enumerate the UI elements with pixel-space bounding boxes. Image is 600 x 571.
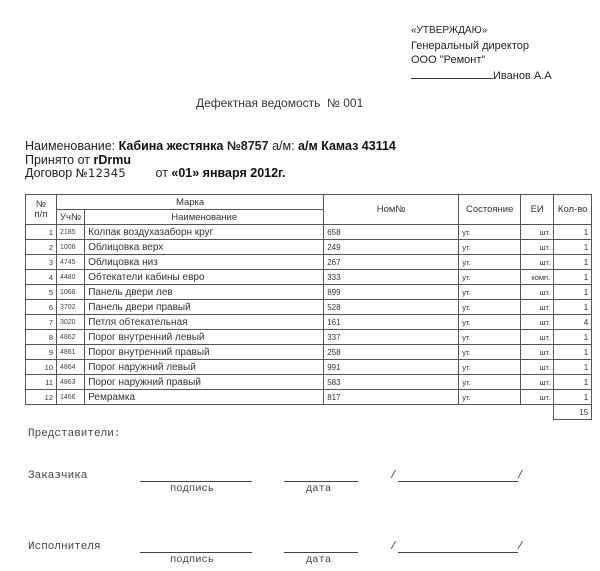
cell-name: Порог наружний правый (85, 375, 324, 390)
header-name: Наименование (85, 210, 324, 225)
total-spacer (26, 405, 554, 420)
signature-underline (411, 68, 493, 79)
cell-code: 4864 (57, 360, 85, 375)
cell-code: 4862 (57, 330, 85, 345)
name-value: Кабина жестянка (118, 139, 224, 153)
cell-state: ут. (459, 360, 521, 375)
header-code: Уч№ (57, 210, 85, 225)
cell-state: ут. (459, 225, 521, 240)
cell-code: 4863 (57, 375, 85, 390)
cell-state: ут. (459, 300, 521, 315)
table-row (26, 300, 592, 315)
cell-name: Порог наружний левый (85, 360, 324, 375)
table-row (26, 390, 592, 405)
cell-n: 7 (26, 315, 57, 330)
cell-qty: 1 (554, 345, 592, 360)
date-prefix: от (155, 166, 168, 180)
cell-nom: 528 (324, 300, 459, 315)
cell-unit: шт. (521, 285, 554, 300)
document-title (196, 96, 363, 110)
defects-table (25, 194, 592, 420)
contractor-label: Исполнителя (28, 541, 101, 553)
cell-code: 4745 (57, 255, 85, 270)
contractor-name-line[interactable] (398, 551, 518, 553)
name-number: №8757 (226, 139, 269, 153)
cell-unit: шт. (521, 360, 554, 375)
cell-nom: 658 (324, 225, 459, 240)
document-meta (25, 140, 396, 181)
cell-name: Колпак воздухазаборн круг (85, 225, 324, 240)
customer-slash-right: / (517, 470, 524, 482)
cell-nom: 899 (324, 285, 459, 300)
cell-code: 2185 (57, 225, 85, 240)
cell-unit: шт. (521, 375, 554, 390)
cell-unit: шт. (521, 300, 554, 315)
cell-unit: шт. (521, 330, 554, 345)
header-unit: ЕИ (521, 195, 554, 225)
received-label: Принято от (25, 152, 91, 167)
contractor-signature-row (28, 541, 588, 571)
cell-name: Обтекатели кабины евро (85, 270, 324, 285)
cell-name: Панель двери правый (85, 300, 324, 315)
cell-qty: 1 (554, 270, 592, 285)
cell-code: 1466 (57, 390, 85, 405)
cell-name: Порог внутренний левый (85, 330, 324, 345)
cell-qty: 4 (554, 315, 592, 330)
cell-unit: шт. (521, 255, 554, 270)
meta-name-line (25, 140, 396, 154)
contract-label: Договор (25, 166, 73, 180)
cell-code: 1068 (57, 285, 85, 300)
approval-company: ООО "Ремонт" (411, 54, 486, 66)
cell-nom: 583 (324, 375, 459, 390)
header-mark: Марка (57, 195, 324, 210)
cell-code: 1006 (57, 240, 85, 255)
table-row (26, 240, 592, 255)
header-state: Состояние (459, 195, 521, 225)
cell-code: 4480 (57, 270, 85, 285)
cell-unit: комп. (521, 270, 554, 285)
cell-unit: шт. (521, 390, 554, 405)
cell-nom: 817 (324, 390, 459, 405)
cell-unit: шт. (521, 225, 554, 240)
cell-name: Панель двери лев (85, 285, 324, 300)
cell-n: 3 (26, 255, 57, 270)
cell-code: 3702 (57, 300, 85, 315)
contractor-date-line[interactable] (284, 551, 358, 553)
cell-n: 1 (26, 225, 57, 240)
document-number: № 001 (327, 96, 364, 110)
cell-nom: 161 (324, 315, 459, 330)
cell-code: 3020 (57, 315, 85, 330)
header-nn-line1: № (35, 198, 47, 210)
contractor-date-caption: дата (306, 554, 332, 566)
representatives-heading: Представители: (28, 428, 121, 440)
cell-qty: 1 (554, 285, 592, 300)
cell-unit: шт. (521, 315, 554, 330)
table-row (26, 345, 592, 360)
header-qty: Кол-во (554, 195, 592, 225)
cell-n: 4 (26, 270, 57, 285)
cell-qty: 1 (554, 360, 592, 375)
cell-state: ут. (459, 255, 521, 270)
cell-nom: 991 (324, 360, 459, 375)
cell-n: 6 (26, 300, 57, 315)
customer-label: Заказчика (28, 470, 88, 482)
cell-nom: 333 (324, 270, 459, 285)
contractor-slash-right: / (517, 541, 524, 553)
cell-state: ут. (459, 390, 521, 405)
date-value: «01» января 2012г. (171, 166, 286, 180)
cell-unit: шт. (521, 345, 554, 360)
contract-date (156, 167, 286, 181)
cell-name: Порог внутренний правый (85, 345, 324, 360)
contractor-slash-left: / (390, 541, 397, 553)
meta-contract-line (25, 167, 396, 181)
cell-qty: 1 (554, 300, 592, 315)
cell-n: 2 (26, 240, 57, 255)
cell-state: ут. (459, 375, 521, 390)
cell-qty: 1 (554, 330, 592, 345)
table-total-row (26, 405, 592, 420)
cell-n: 10 (26, 360, 57, 375)
table-row (26, 225, 592, 240)
table-row (26, 285, 592, 300)
contractor-signature-line[interactable] (140, 551, 252, 553)
table-row (26, 330, 592, 345)
cell-state: ут. (459, 345, 521, 360)
cell-n: 5 (26, 285, 57, 300)
cell-qty: 1 (554, 240, 592, 255)
cell-nom: 267 (324, 255, 459, 270)
table-row (26, 375, 592, 390)
cell-state: ут. (459, 270, 521, 285)
approval-block (411, 24, 552, 83)
cell-nom: 337 (324, 330, 459, 345)
approval-stamp: «УТВЕРЖДАЮ» (411, 25, 488, 36)
table-row (26, 270, 592, 285)
customer-name-line[interactable] (398, 480, 518, 482)
cell-qty: 1 (554, 390, 592, 405)
cell-qty: 1 (554, 225, 592, 240)
cell-name: Облицовка верх (85, 240, 324, 255)
header-nn (26, 195, 57, 225)
customer-slash-left: / (390, 470, 397, 482)
contractor-signature-caption: подпись (170, 554, 215, 566)
vehicle-value: а/м Камаз 43114 (298, 139, 396, 153)
cell-n: 12 (26, 390, 57, 405)
approval-position: Генеральный директор (411, 39, 529, 52)
cell-state: ут. (459, 285, 521, 300)
customer-date-line[interactable] (284, 480, 358, 482)
vehicle-label: а/м: (272, 139, 295, 153)
customer-signature-caption: подпись (170, 483, 215, 495)
contract-number: №12345 (75, 166, 127, 180)
cell-qty: 1 (554, 375, 592, 390)
header-nom: Ном№ (324, 195, 459, 225)
customer-date-caption: дата (306, 483, 332, 495)
cell-name: Петля обтекательная (85, 315, 324, 330)
total-qty: 15 (554, 405, 592, 420)
header-nn-line2: п/п (34, 208, 48, 220)
document-title-text: Дефектная ведомость (196, 96, 321, 110)
cell-code: 4861 (57, 345, 85, 360)
cell-state: ут. (459, 330, 521, 345)
cell-qty: 1 (554, 255, 592, 270)
table-row (26, 315, 592, 330)
customer-signature-line[interactable] (140, 480, 252, 482)
cell-unit: шт. (521, 240, 554, 255)
received-value: rDrmu (93, 152, 132, 167)
table-row (26, 255, 592, 270)
name-label: Наименование: (25, 139, 116, 153)
cell-n: 8 (26, 330, 57, 345)
meta-received-line (25, 154, 396, 168)
cell-state: ут. (459, 315, 521, 330)
cell-nom: 258 (324, 345, 459, 360)
cell-name: Облицовка низ (85, 255, 324, 270)
approval-signature-line (411, 68, 552, 84)
approval-signer: Иванов А.А (493, 69, 552, 82)
cell-state: ут. (459, 240, 521, 255)
cell-n: 9 (26, 345, 57, 360)
cell-nom: 249 (324, 240, 459, 255)
table-row (26, 360, 592, 375)
cell-name: Ремрамка (85, 390, 324, 405)
table-header-row-1 (26, 195, 592, 210)
cell-n: 11 (26, 375, 57, 390)
customer-signature-row (28, 470, 588, 500)
